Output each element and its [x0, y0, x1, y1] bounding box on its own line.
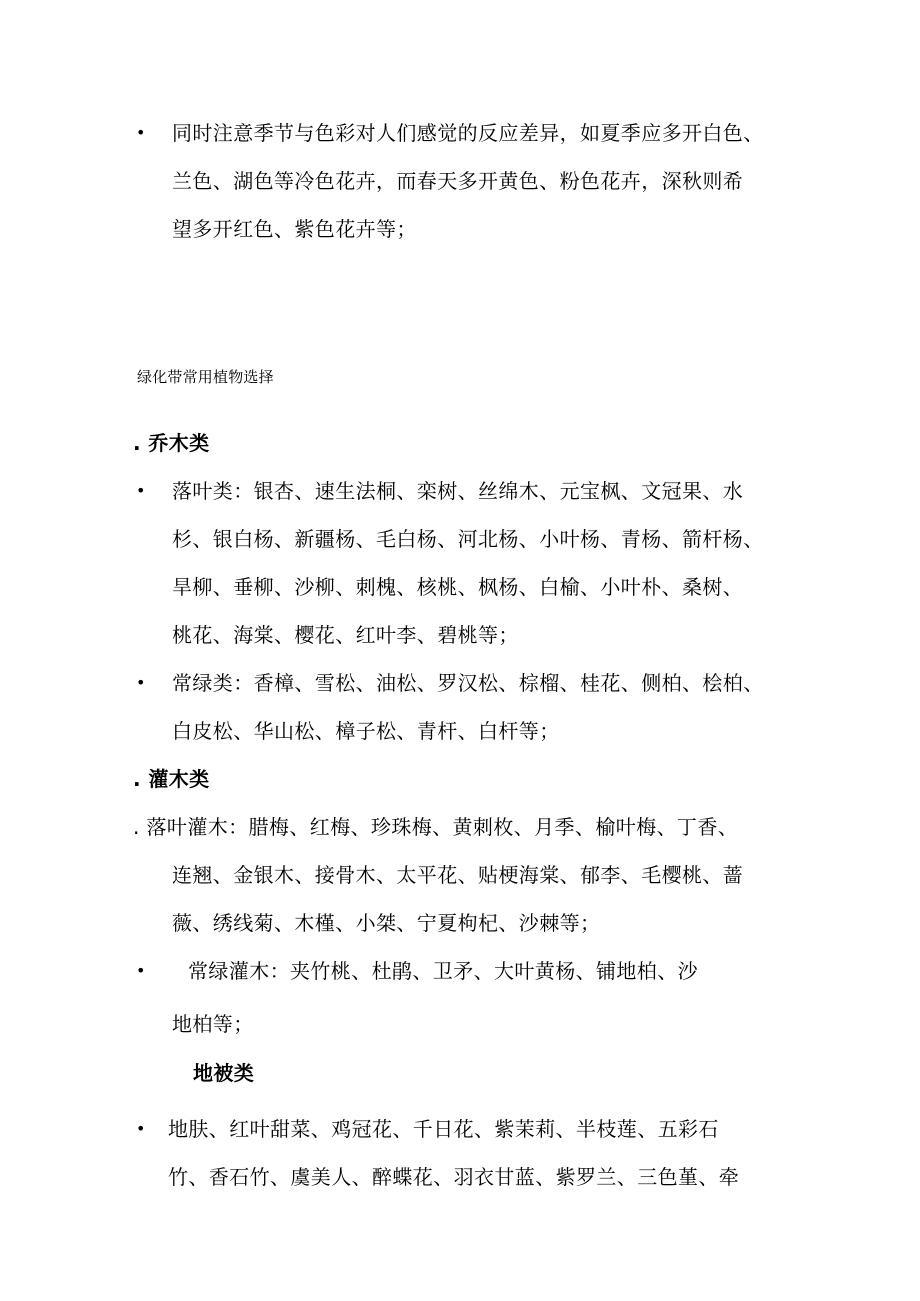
bullet-icon: • — [136, 481, 146, 500]
deciduous-trees-line-4: 桃花、海棠、樱花、红叶李、碧桃等； — [172, 623, 519, 647]
evergreen-shrubs-line-2: 地柏等； — [172, 1012, 254, 1036]
evergreen-trees-line-1: 常绿类：香樟、雪松、油松、罗汉松、棕榴、桂花、侧柏、桧柏、 — [172, 671, 764, 695]
intro-line-2: 兰色、湖色等冷色花卉，而春天多开黄色、粉色花卉，深秋则希 — [172, 169, 744, 193]
groundcover-heading: 地被类 — [193, 1061, 255, 1085]
trees-heading: . 乔木类 — [133, 431, 210, 455]
deciduous-trees-line-1: 落叶类：银杏、速生法桐、栾树、丝绵木、元宝枫、文冠果、水 — [172, 479, 744, 503]
bullet-icon: • — [136, 673, 146, 692]
deciduous-trees-line-2: 杉、银白杨、新疆杨、毛白杨、河北杨、小叶杨、青杨、箭杆杨、 — [172, 527, 764, 551]
intro-line-3: 望多开红色、紫色花卉等； — [172, 217, 417, 241]
deciduous-shrubs-line-2: 连翘、金银木、接骨木、太平花、贴梗海棠、郁李、毛樱桃、蔷 — [172, 863, 744, 887]
bullet-icon: • — [136, 961, 146, 980]
bullet-icon: • — [136, 123, 146, 142]
shrubs-heading: . 灌木类 — [133, 767, 210, 791]
evergreen-trees-line-2: 白皮松、华山松、樟子松、青杆、白杆等； — [172, 719, 560, 743]
deciduous-shrubs-line-3: 薇、绣线菊、木槿、小桀、宁夏枸杞、沙棘等； — [172, 911, 601, 935]
deciduous-trees-line-3: 旱柳、垂柳、沙柳、刺槐、核桃、枫杨、白榆、小叶朴、桑树、 — [172, 575, 744, 599]
section-title: 绿化带常用植物选择 — [137, 368, 274, 386]
bullet-icon: • — [136, 1119, 146, 1138]
groundcover-line-2: 竹、香石竹、虞美人、醉蝶花、羽衣甘蓝、紫罗兰、三色堇、牵 — [168, 1165, 740, 1189]
deciduous-shrubs-line-1: . 落叶灌木：腊梅、红梅、珍珠梅、黄刺枚、月季、榆叶梅、丁香、 — [133, 815, 739, 839]
groundcover-line-1: 地肤、红叶甜菜、鸡冠花、千日花、紫茉莉、半枝莲、五彩石 — [168, 1117, 719, 1141]
intro-line-1: 同时注意季节与色彩对人们感觉的反应差异，如夏季应多开白色、 — [172, 121, 764, 145]
evergreen-shrubs-line-1: 常绿灌木：夹竹桃、杜鹃、卫矛、大叶黄杨、铺地柏、沙 — [188, 959, 698, 983]
